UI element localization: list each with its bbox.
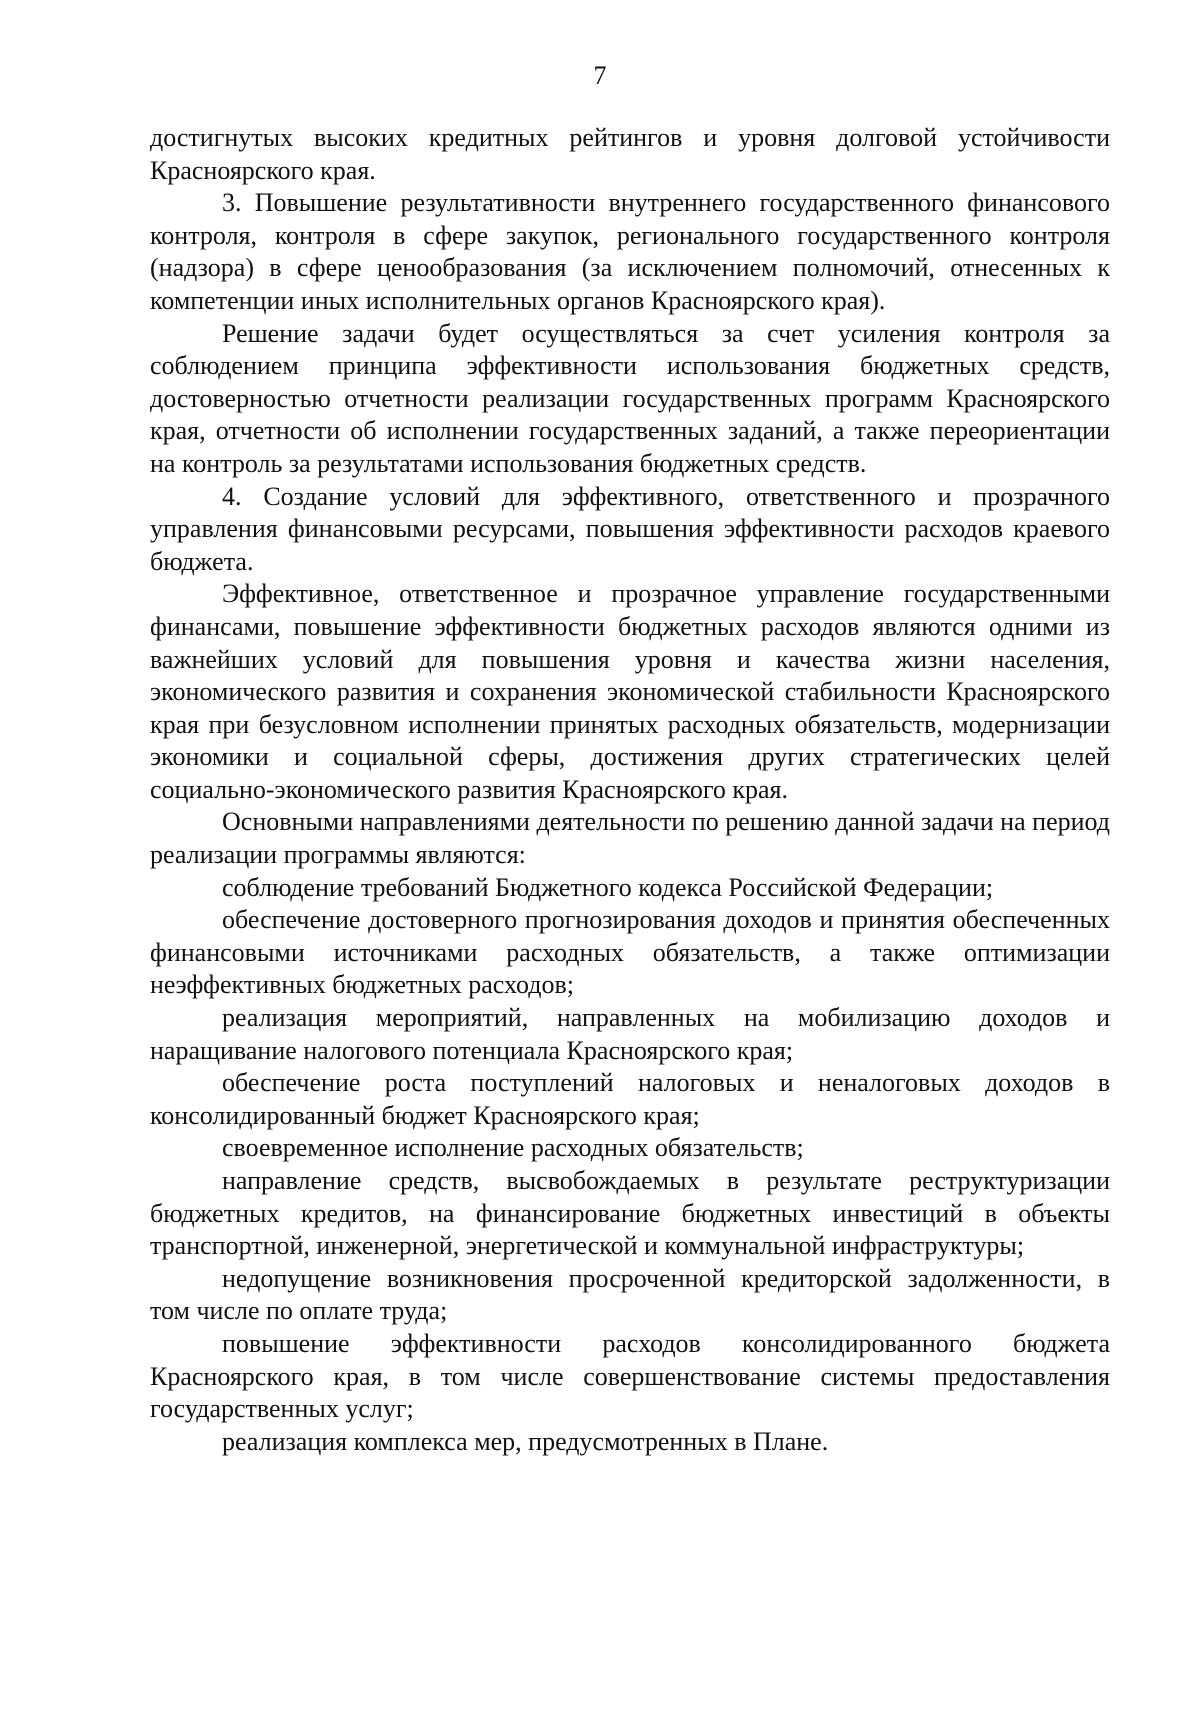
- list-item: недопущение возникновения просроченной кредиторской задолженности, в том числе по оплате труда;: [150, 1263, 1110, 1326]
- list-item: обеспечение достоверного прогнозирования доходов и принятия обеспеченных финансовыми источниками расходных обязательств, а также оптимизации неэффективных бюджетных расходов;: [150, 905, 1110, 1000]
- list-item: соблюдение требований Бюджетного кодекса Российской Федерации;: [222, 872, 994, 902]
- list-item: своевременное исполнение расходных обязательств;: [222, 1133, 804, 1163]
- paragraph: 3. Повышение результативности внутреннего государственного финансового контроля, контроля в сфере закупок, регионального государственного контроля (надзора) в сфере ценообразования (за исключением полномочий, отнесенных к компетенции иных исполнительных органов Красноярского края).: [150, 188, 1110, 315]
- list-item: повышение эффективности расходов консолидированного бюджета Красноярского края, в том числе совершенствование системы предоставления государственных услуг;: [150, 1328, 1110, 1424]
- list-item: направление средств, высвобождаемых в результате реструктуризации бюджетных кредитов, на финансирование бюджетных инвестиций в объекты транспортной, инженерной, энергетической и коммунальной инфраструктуры;: [150, 1166, 1110, 1261]
- paragraph: достигнутых высоких кредитных рейтингов и уровня долговой устойчивости Красноярского края.: [150, 123, 1110, 185]
- paragraph: 4. Создание условий для эффективного, ответственного и прозрачного управления финансовыми ресурсами, повышения эффективности расходов краевого бюджета.: [150, 481, 1110, 576]
- document-body: [150, 122, 1110, 1458]
- paragraph: Эффективное, ответственное и прозрачное управление государственными финансами, повышение эффективности бюджетных расходов являются одними из важнейших условий для повышения уровня и качества жизни населения, экономического развития и сохранения экономической стабильности Красноярского края при безусловном исполнении принятых расходных обязательств, модернизации экономики и социальной сферы, достижения других стратегических целей социально-экономического развития Красноярского края.: [150, 579, 1110, 804]
- list-item: обеспечение роста поступлений налоговых и неналоговых доходов в консолидированный бюджет Красноярского края;: [150, 1068, 1110, 1130]
- list-item: реализация комплекса мер, предусмотренных в Плане.: [222, 1426, 829, 1456]
- page-number: 7: [593, 61, 607, 90]
- list-item: реализация мероприятий, направленных на мобилизацию доходов и наращивание налогового потенциала Красноярского края;: [150, 1003, 1110, 1065]
- paragraph: Решение задачи будет осуществляться за счет усиления контроля за соблюдением принципа эффективности использования бюджетных средств, достоверностью отчетности реализации государственных программ Красноярского края, отчетности об исполнении государственных заданий, а также переориентации на контроль за результатами использования бюджетных средств.: [150, 318, 1110, 478]
- paragraph: Основными направлениями деятельности по решению данной задачи на период реализации программы являются:: [150, 807, 1110, 870]
